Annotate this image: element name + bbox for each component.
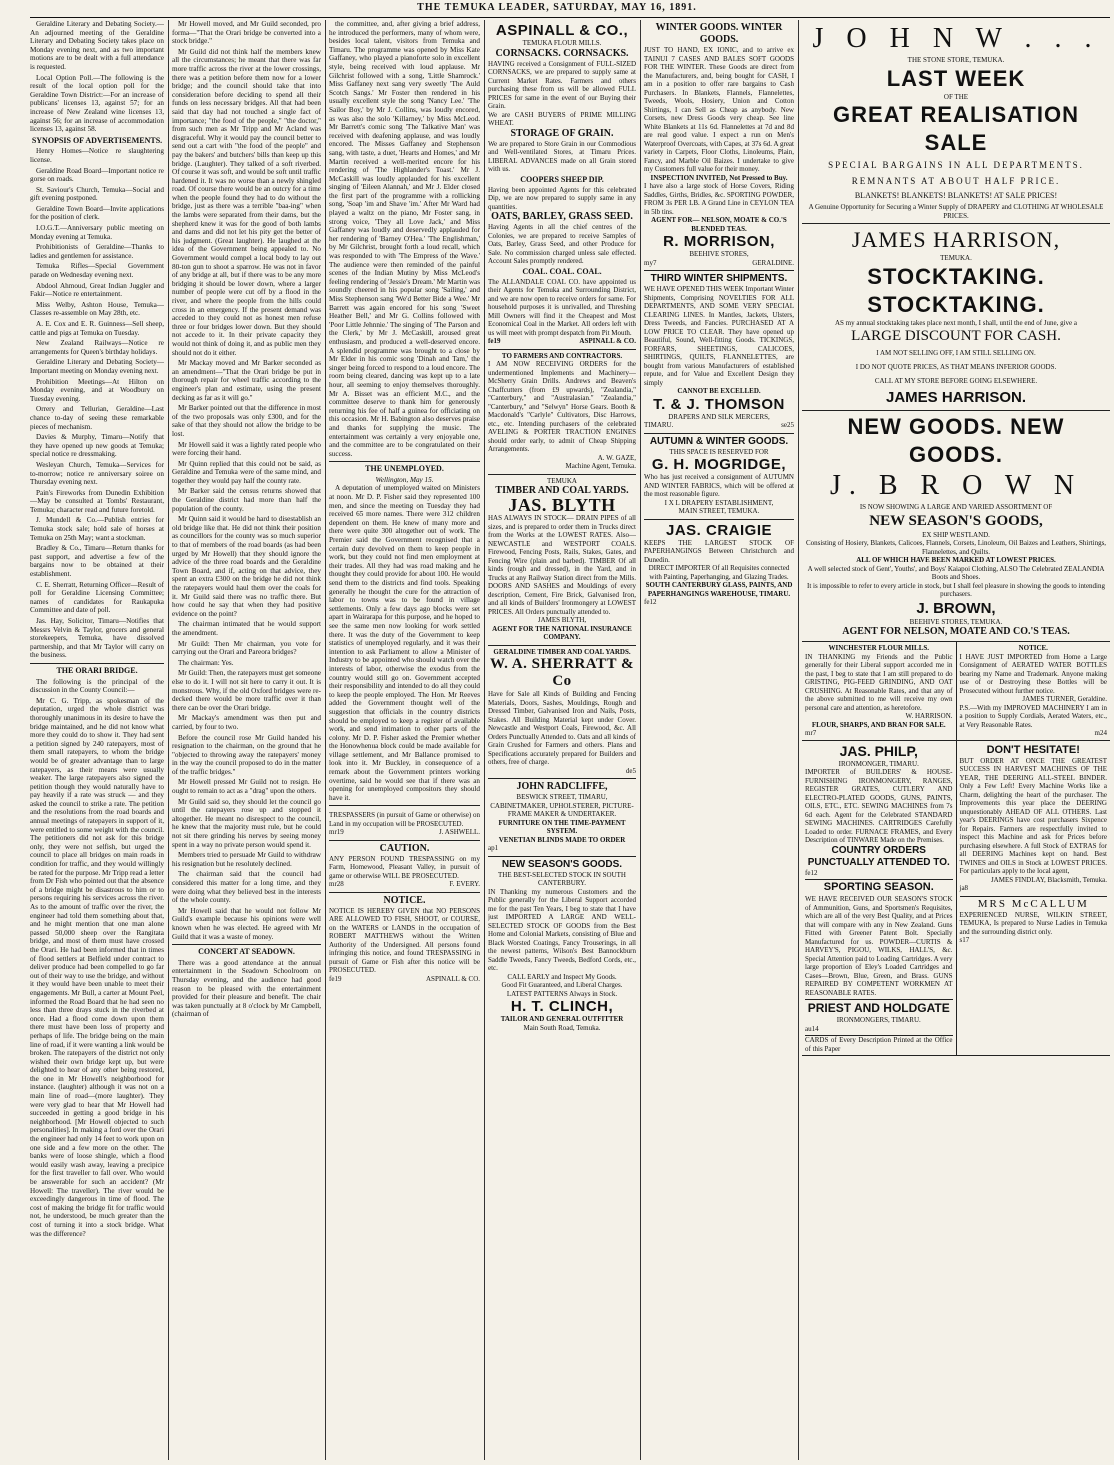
column-1 (30, 20, 164, 1460)
ad-heading: DON'T HESITATE! (986, 743, 1080, 756)
ad-text: BUT ORDER AT ONCE THE GREATEST SUCCESS IN HARVEST MACHINES OF THE YEAR, THE DEERING ALL-STEEL BINDER. Only a Few Left! Every Machine Works like a Charm, delighting the heart of the purchaser. The Improvements this year place the DEERING unquestionably AHEAD OF ALL OTHERS. Last year's DEERINGS have cost purchasers Sixpence for Repairs. Farmers are respectfully invited to inspect this Machine and ask for Prices before purchasing elsewhere. A full Stock of EXTRAS for all DEERING Machines kept on hand. Best TWINES and OILS in Stock at LOWEST PRICES. For particulars apply to the local agent, (959, 756, 1107, 875)
advertiser-name: ASPINALL & CO., (495, 22, 629, 39)
ad-heading: OATS, BARLEY, GRASS SEED. (491, 211, 633, 222)
advertiser-name: T. & J. THOMSON (653, 395, 785, 413)
ad-text: Who has just received a consignment of AUTUMN AND WINTER FABRICS, which will be offered at the most reasonable figure. (644, 473, 794, 498)
ad-subtitle: BESWICK STREET, TIMARU, (516, 793, 608, 801)
article-paragraph: The chairman intimated that he would support the amendment. (172, 620, 321, 637)
article-paragraph: Mr Quinn replied that this could not be said, as Geraldine and Temuka were of the same mind, and together they would pay half the county rate. (172, 459, 321, 485)
ad-heading: AGENT FOR NELSON, MOATE AND CO.'S TEAS. (842, 626, 1070, 637)
ad-subtitle: DIRECT IMPORTER Of all Requisites connected with Painting, Paperhanging, and Glazing Trades. (648, 564, 790, 581)
ad-address: Main South Road, Temuka. (523, 1023, 601, 1032)
ad-subtitle: IRONMONGERS, TIMARU. (836, 1016, 921, 1024)
article-paragraph: Mr Guild: Then, the ratepayers must get someone else to do it. I will not sit here to carry it out. It is monstrous. Why, if the old Oxford bridges were re-decked there would be more traffic over it than there can be over the Orari bridge. (172, 669, 321, 712)
ad-heading: COUNTRY ORDERS PUNCTUALLY ATTENDED TO. (807, 844, 950, 868)
synopsis-item: Abdool Ahmoud, Great Indian Juggler and Fakir—Notice re entertainment. (30, 281, 164, 299)
advertiser-name: G. H. MOGRIDGE, (651, 456, 787, 473)
advertiser-name: JOHN RADCLIFFE, (516, 781, 608, 792)
ad-text: IN THANKING my Friends and the Public generally for their Liberal support accorded me in the past, I beg to state that I am still prepared to do GRISTING, PIG-FEED GRINDING, AND OAT CRUSHING. At Reasonable Rates, and that any of the above submitted to me will receive my own personal care and attention, as heretofore. (805, 652, 953, 712)
advertiser-name: JAMES HARRISON, (851, 227, 1061, 252)
fishing-notice (329, 893, 480, 987)
trespass-text: TRESPASSERS (in pursuit of Game or otherwise) on Land in my occupation will be PROSECUTED. (329, 811, 480, 828)
masthead-rule (30, 17, 1110, 18)
ad-heading: NEW GOODS. NEW GOODS. (847, 414, 1065, 467)
ad-ref: fe19 (488, 337, 501, 345)
ad-ref: mr7 (805, 729, 817, 737)
column-5 (644, 20, 794, 1460)
ad-text: Consisting of Hosiery, Blankets, Calicoes, Flannels, Corsets, Linoleum, Oil Baizes and Leathers, Shirtings, Flannelettes, and Quilts. (805, 539, 1107, 556)
winchester-ad (802, 642, 956, 740)
article-paragraph: Before the council rose Mr Guild handed his resignation to the chairman, on the ground that he "objected to throwing away the ratepayers' money in the way the council proposed to do in the matter of the traffic bridges." (172, 733, 321, 776)
column-divider (484, 20, 485, 1460)
ad-heading: NEW SEASON'S GOODS, (869, 512, 1043, 529)
ad-ref: my7 (644, 258, 657, 267)
column-4 (488, 20, 636, 1460)
ad-signature: JAMES FINDLAY, Blacksmith, Temuka. (990, 875, 1107, 884)
trespass-notice (329, 809, 480, 841)
ad-text: AS my annual stocktaking takes place next month, I shall, until the end of June, give a (834, 318, 1078, 327)
unemployed-heading: THE UNEMPLOYED. (365, 464, 444, 474)
radcliffe-ad (488, 779, 636, 857)
ad-text: REMNANTS AT ABOUT HALF PRICE. (851, 176, 1061, 186)
ad-heading: NEW SEASON'S GOODS. (501, 858, 623, 870)
ad-heading: THIRD WINTER SHIPMENTS. (650, 273, 788, 284)
advertiser-name: PRIEST AND HOLDGATE (805, 999, 953, 1016)
stone-store-ad (802, 20, 1110, 224)
ad-address: GERALDINE. (752, 258, 794, 267)
local-note: Geraldine Literary and Debating Society.—An adjourned meeting of the Geraldine Literary and Debating Society takes place on Monday evening next, and as two important motions are to be dealt with a full attendance is requested. (30, 20, 164, 71)
aspinall-ad (488, 20, 636, 350)
synopsis-item: Davies & Murphy, Timaru—Notify that they have opened up new goods at Temuka; special notice re dressmaking. (30, 433, 164, 459)
synopsis-heading: SYNOPSIS OF ADVERTISEMENTS. (31, 135, 163, 145)
synopsis-item: New Zealand Railways—Notice re arrangements for Queen's birthday holidays. (30, 339, 164, 356)
synopsis-list (30, 147, 164, 660)
ad-address: BEEHIVE STORES, TEMUKA. (909, 617, 1003, 626)
ad-subtitle: AGENT FOR THE NATIONAL INSURANCE COMPANY. (492, 624, 632, 641)
advertiser-name: W. A. SHERRATT & Co (489, 656, 634, 689)
advertiser-name: JAS. BLYTH (508, 495, 616, 515)
ad-text: BLANKETS! BLANKETS! BLANKETS! AT SALE PRICES! (854, 191, 1058, 200)
ad-signature: J. ASHWELL. (438, 828, 480, 837)
notice-heading: NOTICE. (383, 894, 426, 906)
article-paragraph: The chairman said that the council had considered this matter for a long time, and they were doing what they believed best in the interests of the whole county. (172, 870, 321, 905)
harrison-ad (802, 224, 1110, 411)
ad-text: Good Fit Guaranteed, and Liberal Charges. (501, 981, 623, 989)
article-paragraph: Mr Mackay moved and Mr Barker seconded as an amendment—"That the Orari bridge be put in thorough repair for wheel traffic according to the engineer's plan and estimate, using the present decking as far as it will go." (172, 359, 321, 402)
article-paragraph: Members tried to persuade Mr Guild to withdraw his resignation but he resolutely declined. (172, 851, 321, 868)
ad-subtitle: TEMUKA FLOUR MILLS. (522, 39, 602, 47)
synopsis-item: A. E. Cox and E. R. Guinness—Sell sheep, cattle and pigs at Temuka on Tuesday. (30, 320, 164, 337)
ad-text: We are prepared to Store Grain in our Commodious and Well-ventilated Stores, at Timaru Prices. LIBERAL ADVANCES made on all Grain stored with us. (488, 139, 636, 173)
thomson-ad (644, 271, 794, 434)
ad-ref: ap1 (488, 844, 499, 852)
synopsis-item: Bradley & Co., Timaru—Return thanks for past support, and advertise a few of the bargains now to be obtained at their establishment. (30, 544, 164, 579)
ad-text: Have for Sale all Kinds of Building and Fencing Materials, Doors, Sashes, Mouldings, Rough and Dressed Timber, Galvanised Iron and Nails, Posts, Stakes. All Building Material kept under Cover. Newcastle and Westport Coals, Firewood, &c. All Orders Punctually Attended to. Oats and all kinds of Grain Crushed for Farmers and others. Plans and Specifications accurately prepared for Builders and others, free of charge. (488, 690, 636, 766)
advertiser-name: J. BROWN, (916, 599, 996, 617)
local-note: Local Option Poll.—The following is the result of the local option poll for the Geraldine Town District:—For an increase of publicans' licenses 13, against 57; for an increase of New Zealand wine licenses 13, against 56; for an increase of accommodation licenses 13, against 58. (30, 73, 164, 134)
masthead: THE TEMUKA LEADER, SATURDAY, MAY 16, 1891. (417, 2, 697, 13)
ad-signature: JAMES TURNER, Geraldine. (1022, 695, 1107, 703)
ad-text: LATEST PATTERNS Always in Stock. (506, 989, 618, 998)
ad-text: P.S.—With my IMPROVED MACHINERY I am in a position to Supply Cordials, Aerated Waters, etc., at Very Reasonable Rates. (959, 703, 1107, 729)
synopsis-item: I.O.G.T.—Anniversary public meeting on Monday evening at Temuka. (30, 224, 164, 241)
ad-ref: mr19 (329, 828, 344, 837)
ad-heading: WINCHESTER FLOUR MILLS. (828, 644, 930, 652)
article-paragraph: Mr Mackay's amendment was then put and carried, by four to two. (172, 714, 321, 731)
concert-paragraph: There was a good attendance at the annual entertainment in the Seadown Schoolroom on Thursday evening, and the audience had good reason to be pleased with the entertainment provided for their pleasure and benefit. The chair was taken punctually at 8 o'clock by Mr Campbell, (chairman of (172, 958, 321, 1019)
ad-subtitle: THIS SPACE IS RESERVED FOR (669, 447, 769, 456)
ad-signature: JAMES BLYTH, (537, 616, 587, 624)
ad-address: TEMUKA. (940, 254, 972, 262)
ad-text: WE HAVE OPENED THIS WEEK Important Winter Shipments, Comprising NOVELTIES FOR ALL DEPARTMENTS, AND SOME VERY SPECIAL CLEARING LINES. In Mantles, Jackets, Ulsters, Dress Tweeds, and Fancies. PURCHASED AT A LOW PRICE TO CLEAR. They have opened up Beautiful, Sound, Well-fitting Goods. TICKINGS, FORFARS, SHEETINGS, CALICOES, SHIRTINGS, QUILTS, FLANNELETTES, are bought from various Manufacturers of established repute, and for Value and Excellent Design they simply (644, 285, 794, 387)
column-divider (640, 20, 641, 1460)
ad-text: CANNOT BE EXCELLED. (677, 387, 761, 395)
ad-heading: SPORTING SEASON. (805, 879, 953, 895)
ad-heading: COAL. COAL. COAL. (522, 266, 602, 276)
ad-signature: A. W. GAZE, (597, 453, 636, 462)
ad-subtitle: EX SHIP WESTLAND. (922, 530, 990, 539)
ad-address: SOUTH CANTERBURY GLASS, PAINTS, AND PAPERHANGINGS WAREHOUSE, TIMARU. (645, 581, 793, 598)
ad-ref: m24 (1094, 729, 1107, 737)
synopsis-item: Jas. Hay, Solicitor, Timaru—Notifies that Messrs Velvin & Taylor, grocers and general storekeepers, Temuka, have dissolved partnership, and that Mr Taylor will carry on the business. (30, 617, 164, 660)
column-3 (329, 20, 480, 1460)
article-paragraph: Mr Howell moved, and Mr Guild seconded, pro forma—"That the Orari bridge be converted into a stock bridge." (172, 20, 321, 46)
ad-text: EXPERIENCED NURSE, WILKIN STREET, TEMUKA, Is prepared to Nurse Ladies in Temuka and the surrounding district only. (959, 910, 1107, 936)
ad-heading: TIMBER AND COAL YARDS. (495, 485, 629, 496)
caution-heading: CAUTION. (379, 842, 430, 854)
ad-text: CARDS of Every Description Printed at the Office of this Paper (805, 1036, 953, 1053)
column-divider (798, 20, 799, 1460)
ad-subtitle: CABINETMAKER, UPHOLSTERER, PICTURE-FRAME MAKER & UNDERTAKER. (490, 801, 634, 818)
divider (172, 944, 321, 945)
ad-text: We are CASH BUYERS of PRIME MILLING WHEAT. (488, 110, 636, 127)
ad-ref: de5 (625, 766, 636, 775)
morrison-ad (644, 20, 794, 271)
article-paragraph: Mr Guild did not think half the members knew all the circumstances; he meant that there was far more traffic across the river at the lower crossings, there was a petition before them now for a lower bridge; and the council should take that into consideration before deciding to spend all their funds on less necessary bridges. All that had been said that day had not touched a single fact of importance; "the food of the people," "the doctor," from such men as Mr Tripp and Mr Acland was disgraceful. Why it would pay the council better to send out a cart with "the food of the people" and pay the bakers' and butchers' bills than keep up this bridge. (Laughter). They talked of a soft riverbed. Of course it was soft, and would be soft until traffic hardened it. It was no worse than a newly shingled road. Of course there would be an outcry for a time when the people found they had to do without the bridge, just as there was a terrible "baa-ing" when the lambs were separated from their dams, but the shepherd knew it was for the good of both lambs and dams and did not let his pity get the better of his judgment. (Great laughter). He laughed at the idea of the Government being appealed to. No Government would compel a local body to lay out 80-ton gun to shoot a sparrow. He was not in favor of any bridge at all, but if there was to be any more bridging it should be lower down, where a larger number of people were cut off by a flood in the river, and where the people from the hills could cross in an emergency. If the present demand was acceded to they could not as honest men refuse three or four bridges lower down. But they should not accede to it. In their private capacity they would not think of doing it, and as public men they should not do it either. (172, 47, 321, 357)
article-paragraph: Mr Howell pressed Mr Guild not to resign. He ought to remain to act as a "drag" upon the others. (172, 778, 321, 796)
synopsis-item: Miss Welby, Ashton House, Temuka—Classes re-assemble on May 28th, etc. (30, 300, 164, 318)
bridge-article (30, 678, 164, 1239)
ad-ref: fe12 (805, 868, 818, 877)
ad-text: VENETIAN BLINDS MADE TO ORDER (498, 835, 626, 844)
ad-text: I AM NOW RECEIVING ORDERS for the undermentioned Implements and Machinery— McSherry Grain Drills. Andrews and Beaven's Chaffcutters (from £9 upwards), "Zealandia," "Canterbury," and "Australasian." "Zealandia," "Canterbury," and "Selwyn" Horse Gears. Booth & Macdonald's "Carlyle" Cultivators, Disc Harrows, etc., etc. Intending purchasers of the celebrated AVELING & PORTER TRACTION ENGINES should order early, to admit of Cheap Shipping Arrangements. (488, 360, 636, 453)
ad-signature: ASPINALL & CO. (426, 974, 480, 983)
ad-text: I DO NOT QUOTE PRICES, AS THAT MEANS INFERIOR GOODS. (855, 363, 1057, 371)
small-ads-row-2 (802, 741, 1110, 1057)
synopsis-item: Pain's Fireworks from Dunedin Exhibition—May be consulted at Tombs' Restaurant, Temuka; character read and future foretold. (30, 488, 164, 514)
advertiser-name: R. MORRISON, (663, 233, 775, 250)
divider (30, 663, 164, 664)
synopsis-item: Geraldine Town Board—Invite applications for the position of clerk. (30, 204, 164, 222)
local-notes (30, 20, 164, 134)
ad-text: HAVING received a Consignment of FULL-SIZED CORNSACKS, we are prepared to supply same at Current Market Rates. Farmers and others purchasing these from us will be allowed FULL PRICES for same in the event of our Buying their Grain. (488, 59, 636, 110)
clinch-ad (488, 857, 636, 1036)
unemployed-article: A deputation of unemployed waited on Ministers at noon. Mr D. P. Fisher said they represented 100 men, and since the meeting on Tuesday they had received 65 more names. There were 312 children dependent on them. He knew of many more and there were quite 300 altogether out of work. The Premier said the Government recognised that a certain duty devolved on them to keep people in work, but they could not find men employment at their trades. All they had was road making and he thought they could provide for about 100. He would send them to the districts and find tools. Speaking generally he thought the cure for the attraction of labor to towns was to be found in village settlements. Only a few days ago blocks were set apart in Wairarapa for this purpose, and he hoped to see the same men now looking for work settled there. It was the duty of the Government to keep statistics of unemployed regularly, and it was their intention to ask Parliament to allow a Minister of Industry to be appointed who should watch over the interests of labor, otherwise the exodus from the country would still go on. Government accepted their responsibility and intended to do all they could to keep the people employed. The Hon. Mr Reeves added the Government thought well of the suggestion that officials in the country districts should be employed to keep a register of available work, and send intimation to other parts of the colony. Mr D. P. Fisher asked the Premier whether the Honowhenua block could be made available for village settlement, and Mr Ballance promised to look into it. Mr Buckley, in consequence of a remark about the Government printers working overtime, said he would see that if there was an opening for unemployed compositors they should have it. (329, 484, 480, 802)
ad-subtitle: TAILOR AND GENERAL OUTFITTER (500, 1015, 624, 1023)
column-6 (802, 20, 1110, 1460)
ad-ref: fe19 (329, 974, 342, 983)
bridge-article-continued (172, 20, 321, 941)
synopsis-item: Henry Homes—Notice re slaughtering license. (30, 147, 164, 164)
ad-text: It is impossible to refer to every article in stock, but I shall feel pleasure in showing the goods to intending purchasers. (806, 581, 1106, 598)
philp-ad (802, 741, 956, 1056)
craigie-ad (644, 520, 794, 610)
ad-subtitle: BEEHIVE STORES, (689, 250, 749, 258)
synopsis-item: Wesleyan Church, Temuka—Services for to-morrow; notice re anniversary soiree on Thursday evening next. (30, 460, 164, 487)
synopsis-item: J. Mundell & Co.—Publish entries for Temuka stock sale; hold sale of horses at Temuka on 25th May; want a stockman. (30, 516, 164, 542)
article-paragraph: Mr Barker said the census returns showed that the Geraldine district had more than half the population of the county. (172, 487, 321, 513)
ad-heading: NOTICE. (1018, 644, 1048, 652)
ad-text: INSPECTION INVITED, Not Pressed to Buy. (650, 173, 788, 182)
ad-heading: FLOUR, SHARPS, AND BRAN FOR SALE. (811, 720, 946, 729)
article-paragraph: The chairman: Yes. (178, 658, 234, 667)
ad-text: KEEPS THE LARGEST STOCK OF PAPERHANGINGS Between Christchurch and Dunedin. (644, 538, 794, 564)
ad-heading: LARGE DISCOUNT FOR CASH. (851, 328, 1061, 344)
ad-text: CALL AT MY STORE BEFORE GOING ELSEWHERE. (874, 377, 1038, 385)
advertiser-name: JAMES HARRISON. (885, 389, 1027, 406)
synopsis-item: St. Saviour's Church, Temuka—Social and gift evening postponed. (30, 185, 164, 203)
brown-ad (802, 411, 1110, 642)
ad-text: The ALLANDALE COAL CO. have appointed us their Agents for Temuka and Surrounding District, and we are now open to receive orders for same. For household purposes it is unrivalled, and Threshing Mill Owners will find it the Cheapest and Most Economical Coal in the Market. All orders left with us will meet with prompt despatch from Pit Mouth. (488, 277, 636, 337)
ad-ref: mr28 (329, 880, 344, 889)
ad-text: CALL EARLY and Inspect My Goods. (507, 972, 617, 981)
ad-text: IN Thanking my numerous Customers and the Public generally for the Liberal Support accorded me for the past Ten Years, I beg to state that I have just IMPORTED A LARGE AND WELL-SELECTED STOCK OF GOODS from the Best Home and Colonial Markets, consisting of Blue and Black Worsted Coatings, Fancy Trouserings, in all the newest patterns, Wilson's Best Bannockburn Saddle Tweeds, Fancy Tweeds, Bedford Cords, etc., etc. (488, 887, 636, 972)
synopsis-item: Temuka Rifles—Special Government parade on Wednesday evening next. (30, 262, 164, 280)
ad-ref: fe12 (644, 598, 657, 606)
ad-text: WE HAVE RECEIVED OUR SEASON'S STOCK of Ammunition, Guns, and Sportsmen's Requisites, which are all of the very Best Quality, and at Prices that will compare with any in New Zealand. Guns Fitted with Greener Patent Bolt. Specially Manufactured for us. POWDER—CURTIS & HARVEY'S, PIGOU, WILKS, HALL'S, &c. Special Attention paid to Loading Cartridges. A very large proportion of Eley's Loaded Cartridges and Cases—Brown, Blue, Green, and Brass. GUNS REPAIRED BY COMPETENT WORKMEN AT REASONABLE RATES. (805, 895, 953, 997)
concert-continued: the committee, and, after giving a brief address, he introduced the performers, many of whom were, besides local talent, visitors from Temuka and Timaru. The programme was opened by Miss Kate Gaffaney, who played a pianoforte solo in excellent style, being received with loud applause. Mr Gilchrist followed with a song, 'Little Shamrock.' Miss Gaffaney next sang very sweetly 'The Auld Scotch Sangs.' Mr Foster then rendered in his usually excellent style the song 'Nancy Lee.' 'The Sailor Boy,' by Mr J. Collins, was loudly encored, as was also the solo 'Killarney,' by Miss McLeod. Mr Barrett's comic song 'The Talkative Man' was received with deafening applause, and was loudly encored. The Misses Gaffaney and Stephenson sang, with taste, a duet, 'Hearts and Homes,' and Mr Martin received a well-merited encore for his rendering of 'The Highlander's Toast.' Mr J. McCaskill was loudly applauded for his excellent singing of 'Eileen Alannah,' and Mr J. Elder closed the first part of the programme with a rollicking song, 'Soap 'im and Shave 'im.' After Mr Ward had played a waltz on the piano, Mr Foster sang, in strong voice, 'They all Love Jack,' and Miss Gaffaney was loudly and deservedly applauded for her rendering of 'Barney O'Hea.' 'The Englishman,' by Mr Gilchrist, brought forth a loud recall, which was responded to with 'The Empress of the Wave.' The audience were then reminded of the painful scenes of the Indian Mutiny by Miss McLeod's feeling rendering of 'Jessie's Dream.' Mr Martin was soundly cheered in his popular song 'Sailing,' and Miss Stephenson sang 'We'd Better Bide a Wee.' Mr Barrett was again encored for his song 'Sweet Heather Bell,' and Mr G. Collins followed with 'Poor Little Jehnnie.' The singing of 'The Parson and the Clerk,' by Mr J. McCaskill, aroused great enthusiasm, and produced a well-deserved encore. A splendid programme was brought to a close by Mr Elder in his comic song 'Dinah and Tam,' the singer being forced to respond to a loud encore. The room being cleared, dancing was kept up to a late hour, all seeming to enjoy themselves thoroughly. Mr A. Bisset was an efficient M.C., and the committee deserve to thank him for generously returning his fee of half a guinea for officiating on this occasion. Mr H. Babington also deserves praise and thanks for supplying the music. The entertainment was certainly a very enjoyable one, and the committee are to be congratulated on their success. (329, 20, 480, 458)
ad-text: I AM NOT SELLING OFF, I AM STILL SELLING ON. (876, 349, 1036, 357)
ad-address: MAIN STREET, TEMUKA. (678, 507, 760, 515)
ad-subtitle: THE BEST-SELECTED STOCK IN SOUTH CANTERBURY. (498, 870, 626, 887)
bridge-heading: THE ORARI BRIDGE. (56, 665, 138, 675)
ad-heading: STOCKTAKING. STOCKTAKING. (867, 263, 1045, 317)
ad-text: I have also a large stock of Horse Covers, Riding Saddles, Girths, Bridles, &c. SPORTING POWDER, FROM 3s PER LB. A Grand Line in CEYLON TEA in 5lb tins. (644, 182, 794, 216)
ad-subtitle: TEMUKA (547, 476, 577, 485)
ad-text: JUST TO HAND, EX IONIC, and to arrive ex TAINUI 7 CASES AND BALES SOFT GOODS FOR THE WINTER. These Goods are direct from the Manufacturers, and, being bought for CASH, I am in a position to offer rare bargains to Cash Purchasers. In Blankets, Flannels, Flannelettes, Tweeds, Wools, Hosiery, Union and Cotton Shirtings, I can Sell as Cheap as anybody. New Corsets, new Dress Goods very cheap. See line White Blankets at 11s 6d. Flannelettes at 7d and 8d are real good value. I expect a run on Men's Waterproof Overcoats, with Capes, at 37s 6d. A great variety in Carpets, Floor Cloths, Linoleums, Plain, Fancy, and Marble Oil Baizes. I undertake to give my Customers full value for their money. (644, 46, 794, 173)
ad-heading: WINTER GOODS. WINTER GOODS. (655, 22, 783, 45)
caution-notice (329, 841, 480, 893)
ad-text: IMPORTER of BUILDERS' & HOUSE-FURNISHING IRONMONGERY, RANGES, REGISTER GRATES, CUTLERY AND ELECTRO-PLATED GOODS, GUNS, PAINTS, OILS, ETC., ETC. SEWING MACHINES from 7s 6d each. Agent for the Celebrated STANDARD SEWING MACHINES. CARTRIDGES Carefully Loaded to order. FURNACE FRAMES, and Every Description of TINWARE Made on the Premises. (805, 768, 953, 844)
gaze-ad (488, 350, 636, 475)
synopsis-item: Geraldine Road Board—Important notice re gorse on roads. (30, 166, 164, 184)
deering-ad (956, 741, 1111, 1056)
sherratt-ad (488, 646, 636, 780)
ad-text: Having Agents in all the chief centres of the Colonies, we are prepared to receive Samples of Oats, Barley, Grass Seed, and other Produce for Sale. No commission charged unless sale effected. Account Sales promptly rendered. (488, 223, 636, 265)
ad-text: SPECIAL BARGAINS IN ALL DEPARTMENTS. (828, 160, 1084, 170)
advertiser-name: H. T. CLINCH, (510, 998, 614, 1015)
article-paragraph: Mr Howell said it was a lightly rated people who were forcing their hand. (172, 440, 321, 458)
small-ads-row-1 (802, 642, 1110, 741)
ad-text: I HAVE JUST IMPORTED from Home a Large Consignment of AERATED WATER BOTTLES bearing my Name and Trademark. Anyone making use of or Destroying these Bottles will be Prosecuted without further notice. (959, 652, 1107, 695)
column-divider (325, 20, 326, 1460)
ad-ref: s17 (959, 936, 970, 944)
ad-signature: F. EVERY. (449, 880, 480, 889)
concert-heading: CONCERT AT SEADOWN. (198, 947, 295, 957)
advertiser-name: J. B R O W N (829, 470, 1083, 501)
article-paragraph: Mr Quinn said it would be hard to disestablish an old bridge like that. He did not think their position as councillors for the county was so much superior to that of members of the road boards (as had been urged by Mr Howell) that they should ignore the advice of the three road boards and the Geraldine Town Board, and if, acting on that advice, they spent an extra £300 on the bridge he did not think the ratepayers would haul them over the coals for it. Mr Guild said there was no traffic there. But how could he say that when they had positive evidence on the point? (172, 515, 321, 618)
ad-heading: LAST WEEK (886, 65, 1026, 91)
ad-heading: CORNSACKS. CORNSACKS. (495, 47, 629, 59)
ad-heading: COOPERS SHEEP DIP. (520, 174, 604, 184)
synopsis-item: Prohibition Meetings—At Hilton on Monday evening, and at Woodbury on Tuesday evening. (30, 377, 164, 403)
ad-text: FURNITURE ON THE TIME-PAYMENT SYSTEM. (498, 818, 626, 835)
divider (329, 461, 480, 462)
ad-text: A Genuine Opportunity for Securing a Winter Supply of DRAPERY and CLOTHING AT WHOLESALE PRICES. (808, 203, 1104, 220)
article-paragraph: Mr Howell said that he would not follow Mr Guild's example because his opinions were well known when he was elected. He agreed with Mr Guild that it was a waste of money. (172, 906, 321, 941)
caution-text: ANY PERSON FOUND TRESPASSING on my Farm, Homewood, Pleasant Valley, in pursuit of game or otherwise WILL BE PROSECUTED. (329, 854, 480, 880)
column-divider (168, 20, 169, 1460)
ad-signature: ASPINALL & CO. (579, 337, 636, 345)
article-paragraph: Mr Guild said so, they should let the council go until the ratepayers rose up and stopped it altogether. He meant no disrespect to the council, he knew that the majority must rule, but he could not sit there grinding his nerves by seeing money spent in a way no private person would spend it. (172, 797, 321, 849)
ad-subtitle: OF THE (943, 92, 969, 101)
article-paragraph: Mr C. G. Tripp, as spokesman of the deputation, urged the whole district was thoroughly unanimous in its desire to have the bridge maintained, and he did not know what more they could do to show it. They had sent a petition signed by 240 ratepayers, most of them small ratepayers, to whom the bridge would be of greater advantage than to large ratepayers, as their means were usually weaker. The large ratepayers also signed the petition though they would naturally have to pay heavily if a rate was struck — and they asked the council to strike a rate. The petition and the resolutions from the road boards and annual meetings of ratepayers in support of it, were entitled to some weight with the council. The petitioners did not ask for this bridge only, they were not selfish, but urged the council to place all bridges on main roads in condition for traffic, and they would willingly be rated for the purpose. Mr Tripp read a letter from Dr Fish who pointed out that the absence of a bridge might be disastrous to him or to persons requiring his services across the river. As to the amount of traffic over the river, the engineer had told them something about that, and he might mention that one man alone passed 50,000 sheep over the Rangitata bridge, and most of them must have crossed the Orari. He had been informed that in times of flood settlers at Belfield under contract to deliver produce had been compelled to go far out of their way to use the bridge, and without it they would have been unable to meet their engagements. Mr Bull, a carter at Mount Peel, informed the Road Board that he had seen no less than three drays stuck in the riverbed at once. Had a flood come down upon them there must have been loss of property and perhaps of life. The bridge being on the main line of road, if it were wanting a link would be broken. The ratepayers of the district not only wished their own bridge kept up, but were delighted to hear of any other being restored, the one in Mr Howell's neighborhood for instance. (laughter) although it was not on a main line of road—(more laughter). They were very glad to hear that Mr Howell had succeeded in getting a good bridge in his neighborhood. [Mr Howell objected to such personalities]. In making a ford over the Orari the engineer had only 14 feet to work upon on one side and a few more on the other. The banks were of loose shingle, which a flood would easily wash away, leaving a precipice for the first traveller to fall over. Who would be answerable for such an accident? (Mr Howell: The traveller). The river would be exceedingly dangerous in time of flood. The cost of making the bridge fit for traffic would not, he understood, be much greater than the cost of turning it into a stock bridge. What was the difference? (30, 696, 164, 1238)
ad-subtitle: IRONMONGER, TIMARU. (838, 759, 919, 768)
article-paragraph: Mr Barker pointed out that the difference in most of the two proposals was only £300, and for the sake of that they should not allow the bridge to be lost. (172, 404, 321, 438)
ad-ref: se25 (781, 421, 794, 429)
blyth-ad (488, 475, 636, 646)
advertiser-name: J O H N W . . . (812, 23, 1100, 54)
ad-text: Having been appointed Agents for this celebrated Dip, we are now prepared to supply same in any quantities. (488, 185, 636, 211)
article-paragraph: The following is the principal of the discussion in the County Council:— (30, 677, 164, 695)
ad-ref: ja8 (959, 884, 969, 892)
advertiser-name: JAS. PHILP, (839, 742, 918, 759)
ad-heading: STORAGE OF GRAIN. (510, 127, 614, 139)
notice-text: NOTICE IS HEREBY GIVEN that NO PERSONS ARE ALLOWED TO FISH, SHOOT, or COURSE, on the WATERS or LANDS in the occupation of ROBERT MATTHEWS without the Written Authority of the Undersigned. All persons found infringing this notice, and found TRESPASSING in pursuit of Game or Fish after this notice will be PROSECUTED. (329, 906, 480, 975)
mogridge-ad (644, 434, 794, 520)
ad-text: A well selected stock of Gent', Youths', and Boys' Kaiapoi Clothing, ALSO The Celebrated ZEALANDIA Boots and Shoes. (807, 564, 1105, 581)
ad-heading: TO FARMERS AND CONTRACTORS. (501, 351, 623, 360)
advertiser-name: JAS. CRAIGIE (665, 521, 773, 539)
advertiser-name: MRS McCALLUM (960, 896, 1108, 911)
column-2 (172, 20, 321, 1460)
synopsis-item: Orrery and Tellurian, Geraldine—Last chance to-day of seeing these remarkable pieces of mechanism. (30, 405, 164, 431)
ad-subtitle: DRAPERS AND SILK MERCERS, (668, 412, 770, 421)
ad-text: ALL OF WHICH HAVE BEEN MARKED AT LOWEST PRICES. (856, 556, 1056, 564)
ad-heading: GREAT REALISATION SALE (833, 102, 1079, 155)
divider (329, 805, 480, 806)
ad-subtitle: THE STONE STORE, TEMUKA. (907, 56, 1005, 64)
ad-ref: au14 (805, 1024, 819, 1033)
ad-address: TIMARU. (644, 421, 674, 429)
ad-subtitle: I X L DRAPERY ESTABLISHMENT, (664, 498, 774, 507)
synopsis-item: Prohibitionists of Geraldine—Thanks to ladies and gentlemen for assistance. (30, 243, 164, 260)
ad-signature: W. HARRISON. (905, 712, 953, 720)
turner-ad (956, 642, 1111, 740)
ad-text: IS NOW SHOWING A LARGE AND VARIED ASSORTMENT OF (859, 503, 1053, 511)
ad-text: AGENT FOR— NELSON, MOATE & CO.'S BLENDED TEAS. (651, 216, 787, 233)
synopsis-item: C. E. Sherratt, Returning Officer—Result of poll for Geraldine Licensing Committee; names of candidates for Raukapuka Committee and date of poll. (30, 580, 164, 615)
ad-heading: AUTUMN & WINTER GOODS. (649, 435, 789, 447)
synopsis-item: Geraldine Literary and Debating Society—Important meeting on Monday evening next. (30, 358, 164, 375)
unemployed-dateline: Wellington, May 15. (375, 475, 434, 484)
ad-text: HAS ALWAYS IN STOCK— DRAIN PIPES of all sizes, and is prepared to order them in Trucks direct from the Works at the LOWEST RATES. Also— NEWCASTLE and WESTPORT COALS. Firewood, Fencing Posts, Rails, Stakes, Gates, and Fencing Wire (plain and barbed). TIMBER Of all kinds (rough and dressed), in the Yard, and in Trucks at any Railway Station direct from the Mills. DOORS AND SASHES and Mouldings of every description, Cement, Fire Brick, Galvanised Iron, and all kinds of Builders' Ironmongery at LOWEST PRICES. All Orders punctually attended to. (488, 514, 636, 616)
article-paragraph: Mr Guild: Then Mr chairman, you vote for carrying out the Orari and Pareora bridges? (172, 639, 321, 657)
ad-signature: Machine Agent, Temuka. (565, 462, 636, 470)
ad-subtitle: GERALDINE TIMBER AND COAL YARDS. (493, 647, 631, 656)
